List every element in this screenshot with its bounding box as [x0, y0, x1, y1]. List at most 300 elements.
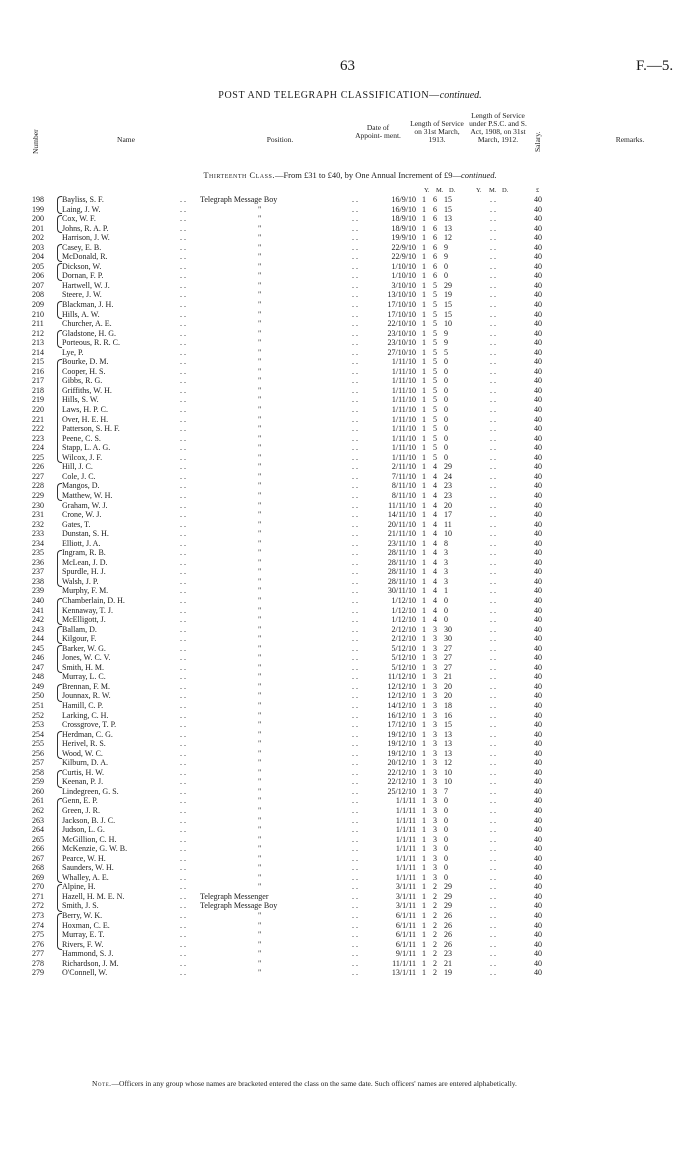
leader-dots: . .	[490, 681, 496, 691]
row-days: 8	[444, 538, 448, 548]
row-name: Smith, H. M.	[62, 662, 105, 672]
row-salary: 40	[534, 538, 542, 548]
group-bracket	[57, 550, 62, 587]
table-row	[0, 835, 700, 845]
leader-dots: . .	[490, 662, 496, 672]
leader-dots: . .	[352, 653, 358, 663]
leader-dots: . .	[352, 490, 358, 500]
row-position: "	[258, 844, 262, 854]
row-number: 201	[32, 223, 44, 233]
row-salary: 40	[534, 376, 542, 386]
row-days: 26	[444, 911, 452, 921]
row-salary: 40	[534, 863, 542, 873]
table-row	[0, 825, 700, 835]
row-months: 2	[433, 911, 437, 921]
row-months: 5	[433, 290, 437, 300]
row-years: 1	[422, 624, 426, 634]
row-days: 20	[444, 691, 452, 701]
row-date: 28/11/10	[387, 557, 416, 567]
row-position: "	[258, 204, 262, 214]
row-months: 3	[433, 796, 437, 806]
table-row	[0, 395, 700, 405]
leader-dots: . .	[352, 214, 358, 224]
leader-dots: . .	[180, 710, 186, 720]
leader-dots: . .	[490, 538, 496, 548]
row-number: 220	[32, 405, 44, 415]
row-days: 9	[444, 338, 448, 348]
row-date: 19/12/10	[387, 739, 416, 749]
row-salary: 40	[534, 529, 542, 539]
row-salary: 40	[534, 672, 542, 682]
leader-dots: . .	[490, 968, 496, 978]
row-name: Rivers, F. W.	[62, 939, 104, 949]
row-months: 2	[433, 891, 437, 901]
row-number: 251	[32, 700, 44, 710]
row-salary: 40	[534, 624, 542, 634]
row-salary: 40	[534, 777, 542, 787]
row-days: 26	[444, 939, 452, 949]
row-months: 4	[433, 529, 437, 539]
leader-dots: . .	[352, 500, 358, 510]
row-number: 253	[32, 720, 44, 730]
row-years: 1	[422, 214, 426, 224]
row-date: 1/1/11	[395, 796, 416, 806]
row-salary: 40	[534, 949, 542, 959]
leader-dots: . .	[352, 271, 358, 281]
row-salary: 40	[534, 615, 542, 625]
row-date: 1/1/11	[395, 806, 416, 815]
row-salary: 40	[534, 490, 542, 500]
row-salary: 40	[534, 815, 542, 825]
table-row	[0, 701, 700, 711]
leader-dots: . .	[352, 557, 358, 567]
row-position: "	[258, 242, 262, 252]
row-years: 1	[422, 796, 426, 806]
leader-dots: . .	[352, 920, 358, 930]
row-date: 28/11/10	[387, 567, 416, 577]
row-years: 1	[422, 338, 426, 348]
leader-dots: . .	[352, 672, 358, 682]
leader-dots: . .	[490, 576, 496, 586]
row-number: 248	[32, 672, 44, 682]
leader-dots: . .	[352, 968, 358, 978]
row-days: 27	[444, 643, 452, 653]
row-months: 2	[433, 930, 437, 940]
row-date: 14/12/10	[387, 700, 416, 710]
leader-dots: . .	[352, 748, 358, 758]
page-reference: F.—5.	[636, 58, 674, 74]
row-number: 203	[32, 242, 44, 252]
row-position: "	[258, 500, 262, 510]
table-row	[0, 806, 700, 816]
row-months: 3	[433, 758, 437, 768]
table-row	[0, 195, 700, 205]
row-months: 3	[433, 786, 437, 796]
row-months: 5	[433, 385, 437, 395]
row-months: 4	[433, 557, 437, 567]
row-number: 229	[32, 490, 44, 500]
row-date: 1/11/10	[391, 395, 416, 405]
row-days: 23	[444, 949, 452, 959]
row-months: 2	[433, 920, 437, 930]
row-date: 1/12/10	[391, 595, 416, 605]
leader-dots: . .	[352, 529, 358, 539]
leader-dots: . .	[180, 777, 186, 787]
row-number: 217	[32, 376, 44, 386]
row-position: "	[258, 767, 262, 777]
row-years: 1	[422, 806, 426, 815]
row-years: 1	[422, 242, 426, 252]
row-months: 4	[433, 519, 437, 529]
table-row	[0, 863, 700, 873]
row-position: "	[258, 405, 262, 415]
staff-table	[0, 195, 700, 978]
leader-dots: . .	[490, 786, 496, 796]
row-salary: 40	[534, 366, 542, 376]
leader-dots: . .	[490, 586, 496, 596]
row-days: 30	[444, 624, 452, 634]
leader-dots: . .	[180, 720, 186, 730]
row-name: Laing, J. W.	[62, 204, 101, 214]
subhead-d2: D.	[502, 187, 509, 194]
table-row	[0, 338, 700, 348]
row-position: "	[258, 567, 262, 577]
row-number: 272	[32, 901, 44, 911]
leader-dots: . .	[490, 615, 496, 625]
row-years: 1	[422, 490, 426, 500]
row-years: 1	[422, 595, 426, 605]
leader-dots: . .	[180, 939, 186, 949]
row-salary: 40	[534, 471, 542, 481]
row-name: Hammond, S. J.	[62, 949, 114, 959]
leader-dots: . .	[490, 720, 496, 730]
row-months: 3	[433, 729, 437, 739]
row-salary: 40	[534, 223, 542, 233]
row-position: "	[258, 643, 262, 653]
leader-dots: . .	[490, 357, 496, 367]
row-years: 1	[422, 786, 426, 796]
leader-dots: . .	[180, 557, 186, 567]
row-position: "	[258, 385, 262, 395]
leader-dots: . .	[352, 825, 358, 835]
leader-dots: . .	[180, 424, 186, 434]
leader-dots: . .	[352, 939, 358, 949]
row-number: 264	[32, 825, 44, 835]
leader-dots: . .	[180, 376, 186, 386]
leader-dots: . .	[490, 290, 496, 300]
leader-dots: . .	[490, 376, 496, 386]
row-days: 7	[444, 786, 448, 796]
row-position: "	[258, 615, 262, 625]
header-remarks: Remarks.	[615, 135, 645, 144]
row-months: 3	[433, 834, 437, 844]
leader-dots: . .	[180, 214, 186, 224]
row-date: 1/1/11	[395, 844, 416, 854]
leader-dots: . .	[490, 280, 496, 290]
row-years: 1	[422, 223, 426, 233]
row-days: 0	[444, 443, 448, 453]
row-position: "	[258, 328, 262, 338]
table-row	[0, 501, 700, 511]
row-number: 221	[32, 414, 44, 424]
row-date: 5/12/10	[391, 643, 416, 653]
row-years: 1	[422, 872, 426, 882]
row-date: 1/11/10	[391, 414, 416, 424]
row-months: 4	[433, 586, 437, 596]
row-days: 0	[444, 385, 448, 395]
leader-dots: . .	[180, 481, 186, 491]
row-position: "	[258, 872, 262, 882]
row-number: 261	[32, 796, 44, 806]
row-position: "	[258, 376, 262, 386]
table-row	[0, 625, 700, 635]
row-salary: 40	[534, 767, 542, 777]
row-number: 267	[32, 853, 44, 863]
row-months: 3	[433, 672, 437, 682]
row-salary: 40	[534, 290, 542, 300]
row-years: 1	[422, 901, 426, 911]
page-title	[0, 90, 700, 101]
row-years: 1	[422, 662, 426, 672]
title-main: POST AND TELEGRAPH CLASSIFICATION—	[218, 90, 440, 101]
leader-dots: . .	[352, 834, 358, 844]
leader-dots: . .	[180, 872, 186, 882]
row-position: "	[258, 968, 262, 978]
table-row	[0, 472, 700, 482]
row-name: Wilcox, J. F.	[62, 452, 103, 462]
leader-dots: . .	[352, 242, 358, 252]
leader-dots: . .	[180, 767, 186, 777]
row-number: 256	[32, 748, 44, 758]
row-position: "	[258, 424, 262, 434]
row-months: 5	[433, 395, 437, 405]
leader-dots: . .	[180, 586, 186, 596]
row-name: Hamill, C. P.	[62, 700, 104, 710]
row-date: 12/12/10	[387, 691, 416, 701]
row-name: Kilburn, D. A.	[62, 758, 108, 768]
leader-dots: . .	[352, 729, 358, 739]
row-years: 1	[422, 739, 426, 749]
row-salary: 40	[534, 758, 542, 768]
row-months: 2	[433, 939, 437, 949]
leader-dots: . .	[352, 691, 358, 701]
row-date: 19/9/10	[391, 233, 416, 243]
row-position: Telegraph Message Boy	[200, 195, 278, 204]
row-salary: 40	[534, 710, 542, 720]
subhead-y2: Y.	[476, 187, 482, 194]
row-years: 1	[422, 567, 426, 577]
row-number: 214	[32, 347, 44, 357]
row-name: Jounnax, R. W.	[62, 691, 111, 701]
row-position: "	[258, 519, 262, 529]
row-name: McGillion, C. H.	[62, 834, 117, 844]
leader-dots: . .	[180, 261, 186, 271]
row-years: 1	[422, 424, 426, 434]
row-date: 2/11/10	[391, 462, 416, 472]
row-salary: 40	[534, 405, 542, 415]
row-years: 1	[422, 710, 426, 720]
row-position: "	[258, 758, 262, 768]
row-date: 20/11/10	[387, 519, 416, 529]
row-name: Casey, E. B.	[62, 242, 102, 252]
row-days: 18	[444, 700, 452, 710]
row-salary: 40	[534, 739, 542, 749]
leader-dots: . .	[490, 834, 496, 844]
row-salary: 40	[534, 920, 542, 930]
leader-dots: . .	[490, 634, 496, 644]
leader-dots: . .	[352, 452, 358, 462]
table-row	[0, 796, 700, 806]
row-salary: 40	[534, 872, 542, 882]
row-number: 222	[32, 424, 44, 434]
row-number: 249	[32, 681, 44, 691]
leader-dots: . .	[490, 300, 496, 310]
row-months: 6	[433, 261, 437, 271]
leader-dots: . .	[180, 615, 186, 625]
row-number: 259	[32, 777, 44, 787]
group-bracket	[57, 798, 62, 883]
row-months: 3	[433, 806, 437, 815]
row-name: Crone, W. J.	[62, 510, 102, 520]
row-days: 0	[444, 815, 448, 825]
row-number: 204	[32, 252, 44, 262]
leader-dots: . .	[352, 471, 358, 481]
row-days: 29	[444, 280, 452, 290]
row-years: 1	[422, 844, 426, 854]
row-years: 1	[422, 300, 426, 310]
row-years: 1	[422, 939, 426, 949]
leader-dots: . .	[490, 338, 496, 348]
leader-dots: . .	[352, 548, 358, 558]
row-date: 22/9/10	[391, 242, 416, 252]
row-name: McElligott, J.	[62, 615, 106, 625]
group-bracket	[57, 483, 62, 501]
row-name: Saunders, W. H.	[62, 863, 114, 873]
row-date: 12/12/10	[387, 681, 416, 691]
row-salary: 40	[534, 786, 542, 796]
header-date: Date of Appoint- ment.	[355, 123, 401, 140]
leader-dots: . .	[352, 395, 358, 405]
leader-dots: . .	[352, 710, 358, 720]
table-row	[0, 558, 700, 568]
leader-dots: . .	[180, 786, 186, 796]
leader-dots: . .	[180, 223, 186, 233]
leader-dots: . .	[352, 414, 358, 424]
row-days: 12	[444, 233, 452, 243]
leader-dots: . .	[180, 662, 186, 672]
row-name: Gates, T.	[62, 519, 91, 529]
row-number: 240	[32, 595, 44, 605]
row-number: 198	[32, 195, 44, 204]
group-bracket	[57, 913, 62, 950]
row-name: Johns, R. A. P.	[62, 223, 109, 233]
row-name: Jones, W. C. V.	[62, 653, 111, 663]
row-months: 4	[433, 605, 437, 615]
row-date: 1/11/10	[391, 452, 416, 462]
table-row	[0, 634, 700, 644]
leader-dots: . .	[490, 242, 496, 252]
leader-dots: . .	[180, 471, 186, 481]
row-name: Genn, E. P.	[62, 796, 98, 806]
row-salary: 40	[534, 891, 542, 901]
leader-dots: . .	[352, 510, 358, 520]
row-position: "	[258, 605, 262, 615]
row-salary: 40	[534, 605, 542, 615]
leader-dots: . .	[490, 548, 496, 558]
row-days: 10	[444, 529, 452, 539]
leader-dots: . .	[180, 357, 186, 367]
row-name: Murray, L. C.	[62, 672, 106, 682]
row-months: 6	[433, 242, 437, 252]
row-days: 21	[444, 958, 452, 968]
row-salary: 40	[534, 252, 542, 262]
leader-dots: . .	[490, 767, 496, 777]
row-days: 0	[444, 357, 448, 367]
row-position: "	[258, 672, 262, 682]
leader-dots: . .	[490, 844, 496, 854]
row-date: 1/11/10	[391, 357, 416, 367]
leader-dots: . .	[180, 758, 186, 768]
row-years: 1	[422, 700, 426, 710]
table-row	[0, 520, 700, 530]
leader-dots: . .	[180, 691, 186, 701]
row-salary: 40	[534, 748, 542, 758]
row-name: Graham, W. J.	[62, 500, 108, 510]
leader-dots: . .	[490, 557, 496, 567]
row-position: Telegraph Message Boy	[200, 901, 278, 911]
row-years: 1	[422, 195, 426, 204]
row-name: Mangos, D.	[62, 481, 100, 491]
row-days: 0	[444, 863, 448, 873]
table-row	[0, 567, 700, 577]
row-date: 1/11/10	[391, 424, 416, 434]
row-name: Churcher, A. E.	[62, 319, 112, 329]
row-salary: 40	[534, 271, 542, 281]
row-name: Porteous, R. R. C.	[62, 338, 121, 348]
row-number: 245	[32, 643, 44, 653]
row-number: 216	[32, 366, 44, 376]
leader-dots: . .	[352, 338, 358, 348]
leader-dots: . .	[490, 595, 496, 605]
footnote-label: Note.	[92, 1079, 112, 1088]
row-position: "	[258, 433, 262, 443]
row-number: 258	[32, 767, 44, 777]
row-date: 22/10/10	[387, 319, 416, 329]
row-number: 232	[32, 519, 44, 529]
row-days: 0	[444, 872, 448, 882]
row-name: Wood, W. C.	[62, 748, 103, 758]
row-days: 0	[444, 844, 448, 854]
header-name: Name	[117, 135, 135, 144]
row-years: 1	[422, 357, 426, 367]
row-days: 9	[444, 252, 448, 262]
row-salary: 40	[534, 414, 542, 424]
row-months: 4	[433, 595, 437, 605]
table-row	[0, 281, 700, 291]
row-position: "	[258, 691, 262, 701]
row-years: 1	[422, 720, 426, 730]
row-salary: 40	[534, 844, 542, 854]
table-row	[0, 462, 700, 472]
row-position: "	[258, 681, 262, 691]
leader-dots: . .	[180, 681, 186, 691]
row-number: 271	[32, 891, 44, 901]
row-number: 223	[32, 433, 44, 443]
row-number: 277	[32, 949, 44, 959]
row-name: Curtis, H. W.	[62, 767, 105, 777]
row-name: Patterson, S. H. F.	[62, 424, 120, 434]
row-date: 1/10/10	[391, 271, 416, 281]
